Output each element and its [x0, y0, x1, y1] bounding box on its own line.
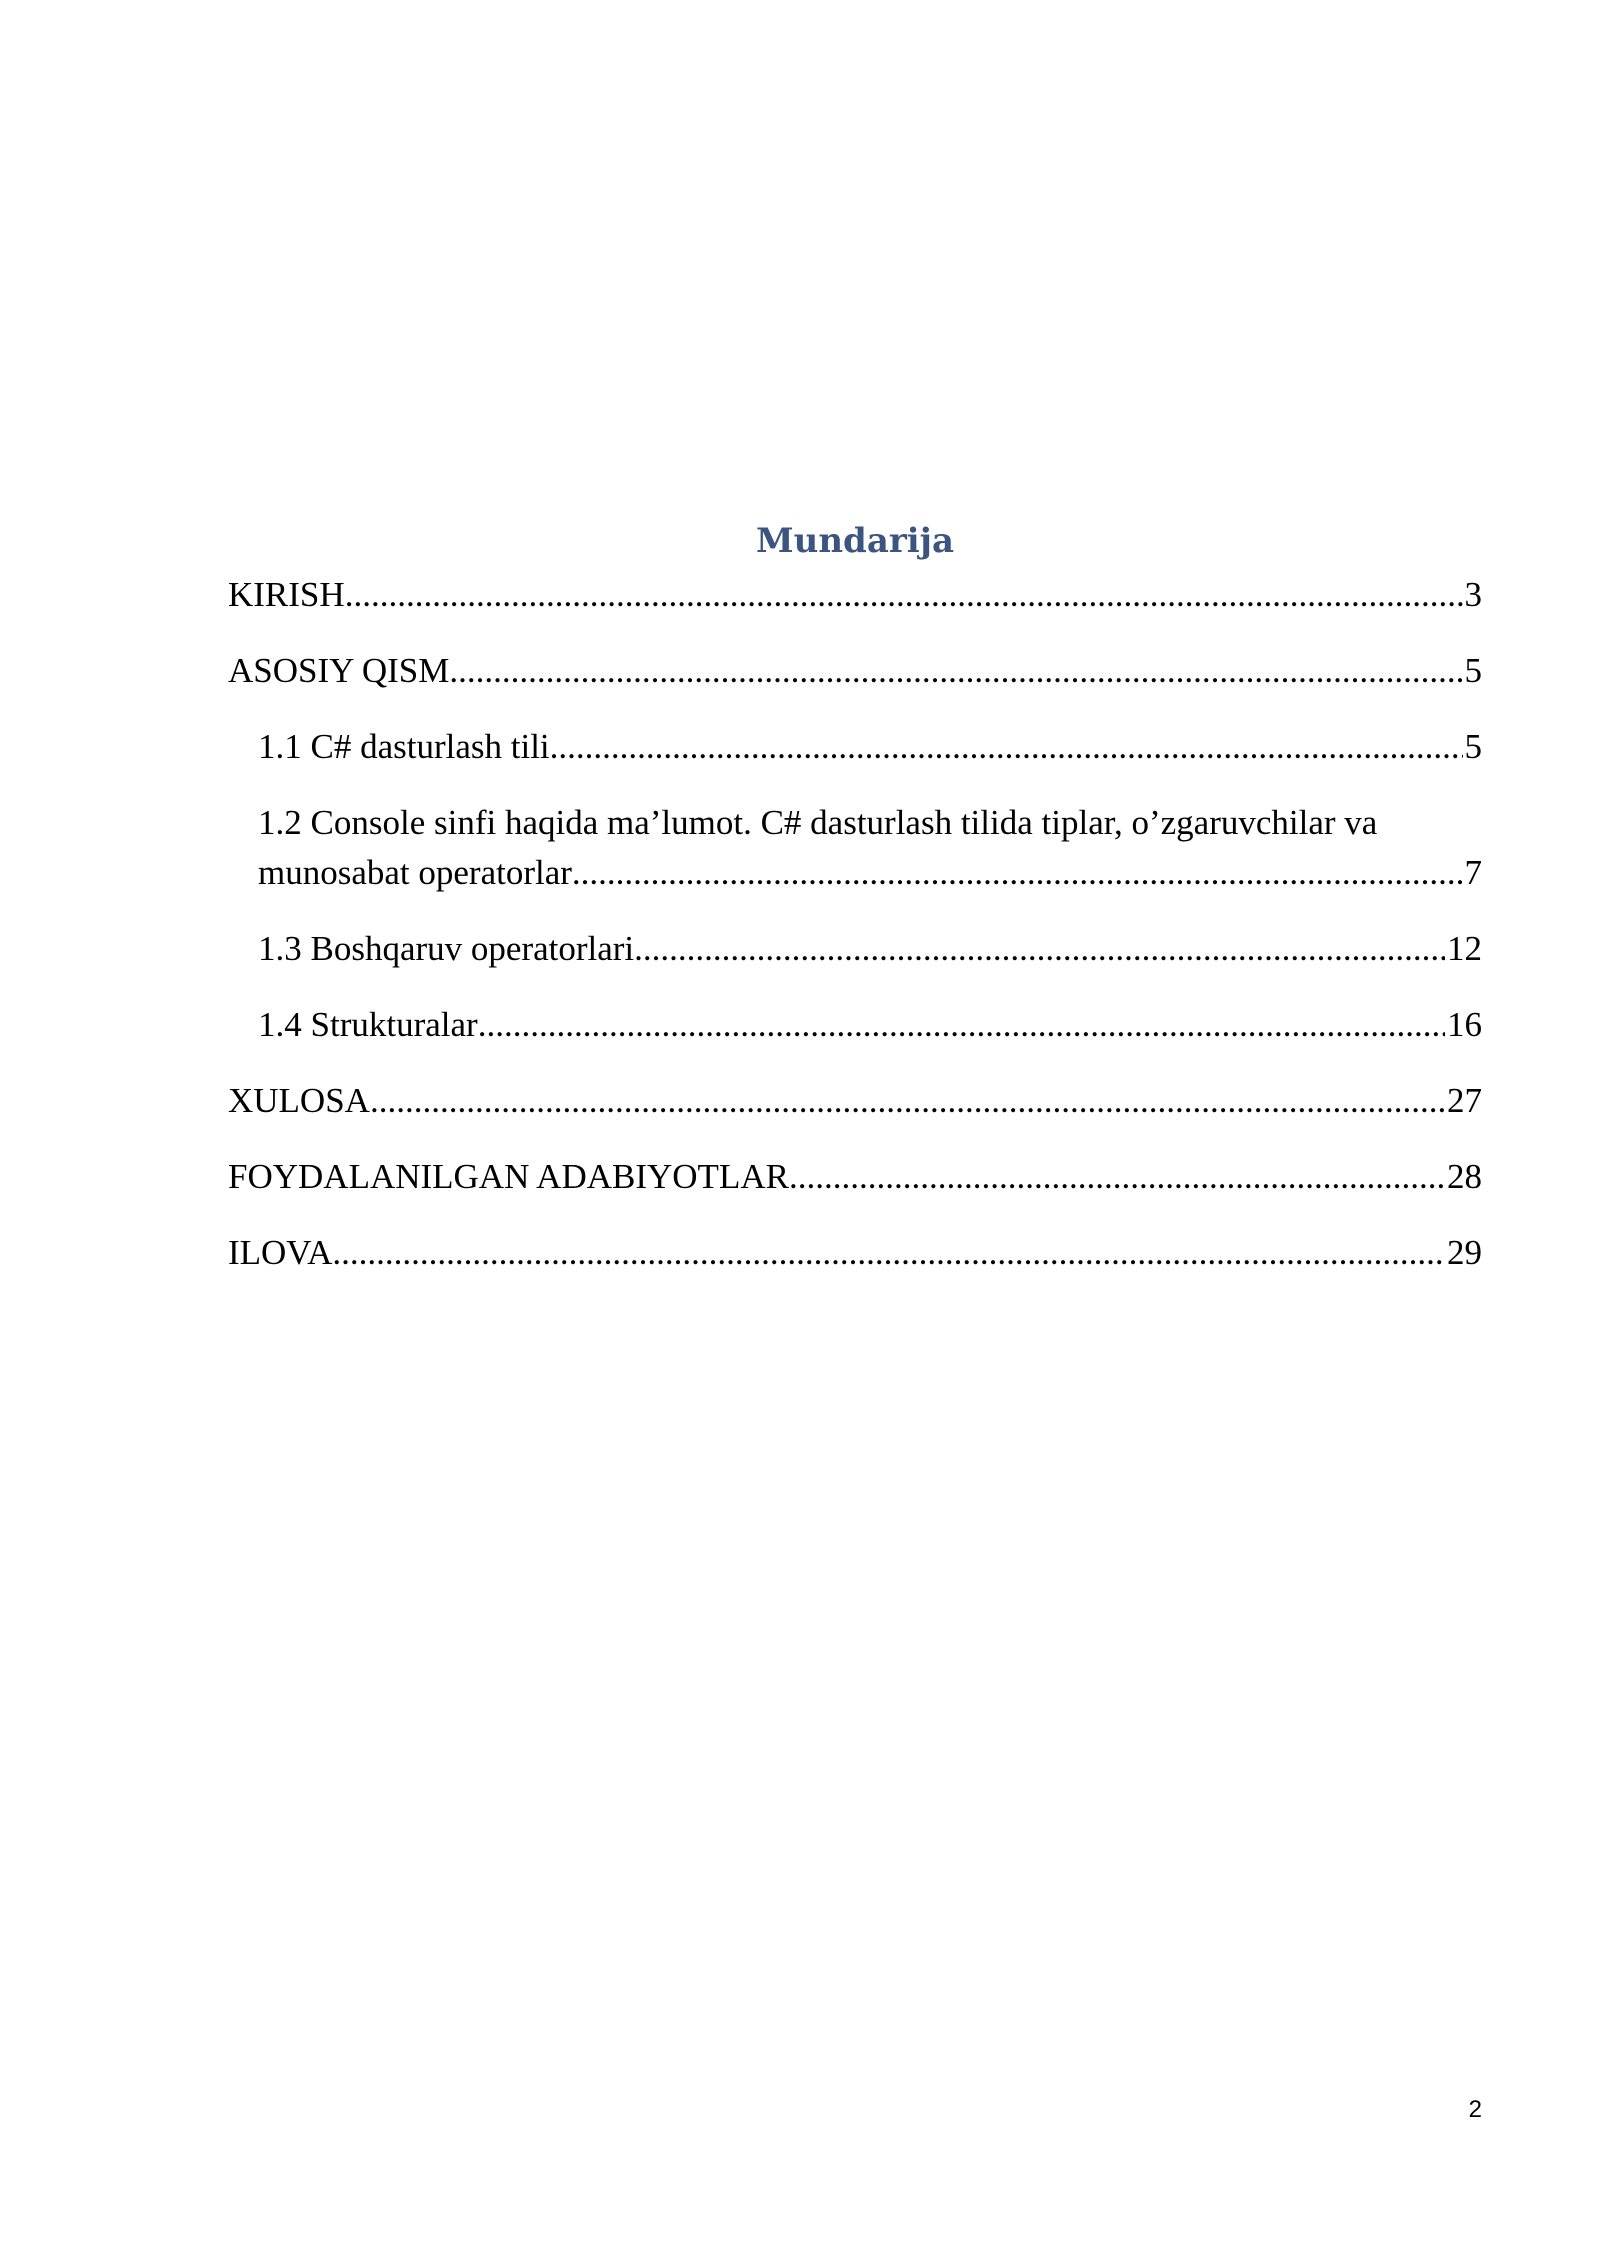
- dot-leader: [789, 1152, 1445, 1202]
- toc-entry-label-line1: 1.2 Console sinfi haqida ma’lumot. C# dasturlash tilida tiplar, o’zgaruvchilar va: [258, 803, 1378, 842]
- toc-entry-label: ASOSIY QISM: [228, 651, 450, 690]
- toc-entry-1-4[interactable]: [228, 1000, 1482, 1050]
- toc-entry-line2: [258, 848, 1482, 898]
- toc-entry-page: 28: [1447, 1157, 1482, 1196]
- toc-entry-1-1[interactable]: [228, 722, 1482, 772]
- toc-entry-page: 27: [1447, 1081, 1482, 1120]
- toc-entry-label: 1.4 Strukturalar: [258, 1005, 478, 1044]
- dot-leader: [478, 1000, 1445, 1050]
- toc-entry-1-3[interactable]: [228, 924, 1482, 974]
- dot-leader: [449, 646, 1462, 696]
- toc-entry-label: ILOVA: [228, 1233, 333, 1272]
- toc-entry-page: 7: [1464, 853, 1482, 892]
- toc-entry-page: 29: [1447, 1233, 1482, 1272]
- toc-entry-page: 3: [1464, 575, 1482, 614]
- toc-entry-kirish[interactable]: [228, 570, 1482, 620]
- dot-leader: [634, 924, 1445, 974]
- toc-entry-foydalanilgan-adabiyotlar[interactable]: [228, 1152, 1482, 1202]
- toc-entry-label-line2: munosabat operatorlar: [258, 853, 572, 892]
- toc-entry-label: XULOSA: [228, 1081, 370, 1120]
- toc-entry-label: 1.3 Boshqaruv operatorlari: [258, 929, 635, 968]
- dot-leader: [332, 1228, 1445, 1278]
- toc-entry-page: 16: [1447, 1005, 1482, 1044]
- toc-entry-label: FOYDALANILGAN ADABIYOTLAR: [228, 1157, 789, 1196]
- toc-entry-page: 5: [1464, 651, 1482, 690]
- toc-entry-xulosa[interactable]: [228, 1076, 1482, 1126]
- dot-leader: [550, 722, 1463, 772]
- page-number: 2: [1468, 2096, 1482, 2123]
- toc-entry-asosiy-qism[interactable]: [228, 646, 1482, 696]
- toc-entry-ilova[interactable]: [228, 1228, 1482, 1278]
- toc-entry-page: 12: [1447, 929, 1482, 968]
- dot-leader: [370, 1076, 1445, 1126]
- dot-leader: [345, 570, 1463, 620]
- toc-title: Mundarija: [755, 521, 955, 561]
- toc-entry-label: KIRISH: [228, 575, 345, 614]
- toc-entry-1-2[interactable]: [228, 798, 1482, 898]
- table-of-contents: [228, 512, 1482, 1278]
- toc-entry-page: 5: [1464, 727, 1482, 766]
- dot-leader: [572, 848, 1463, 898]
- toc-entry-label: 1.1 C# dasturlash tili: [258, 727, 550, 766]
